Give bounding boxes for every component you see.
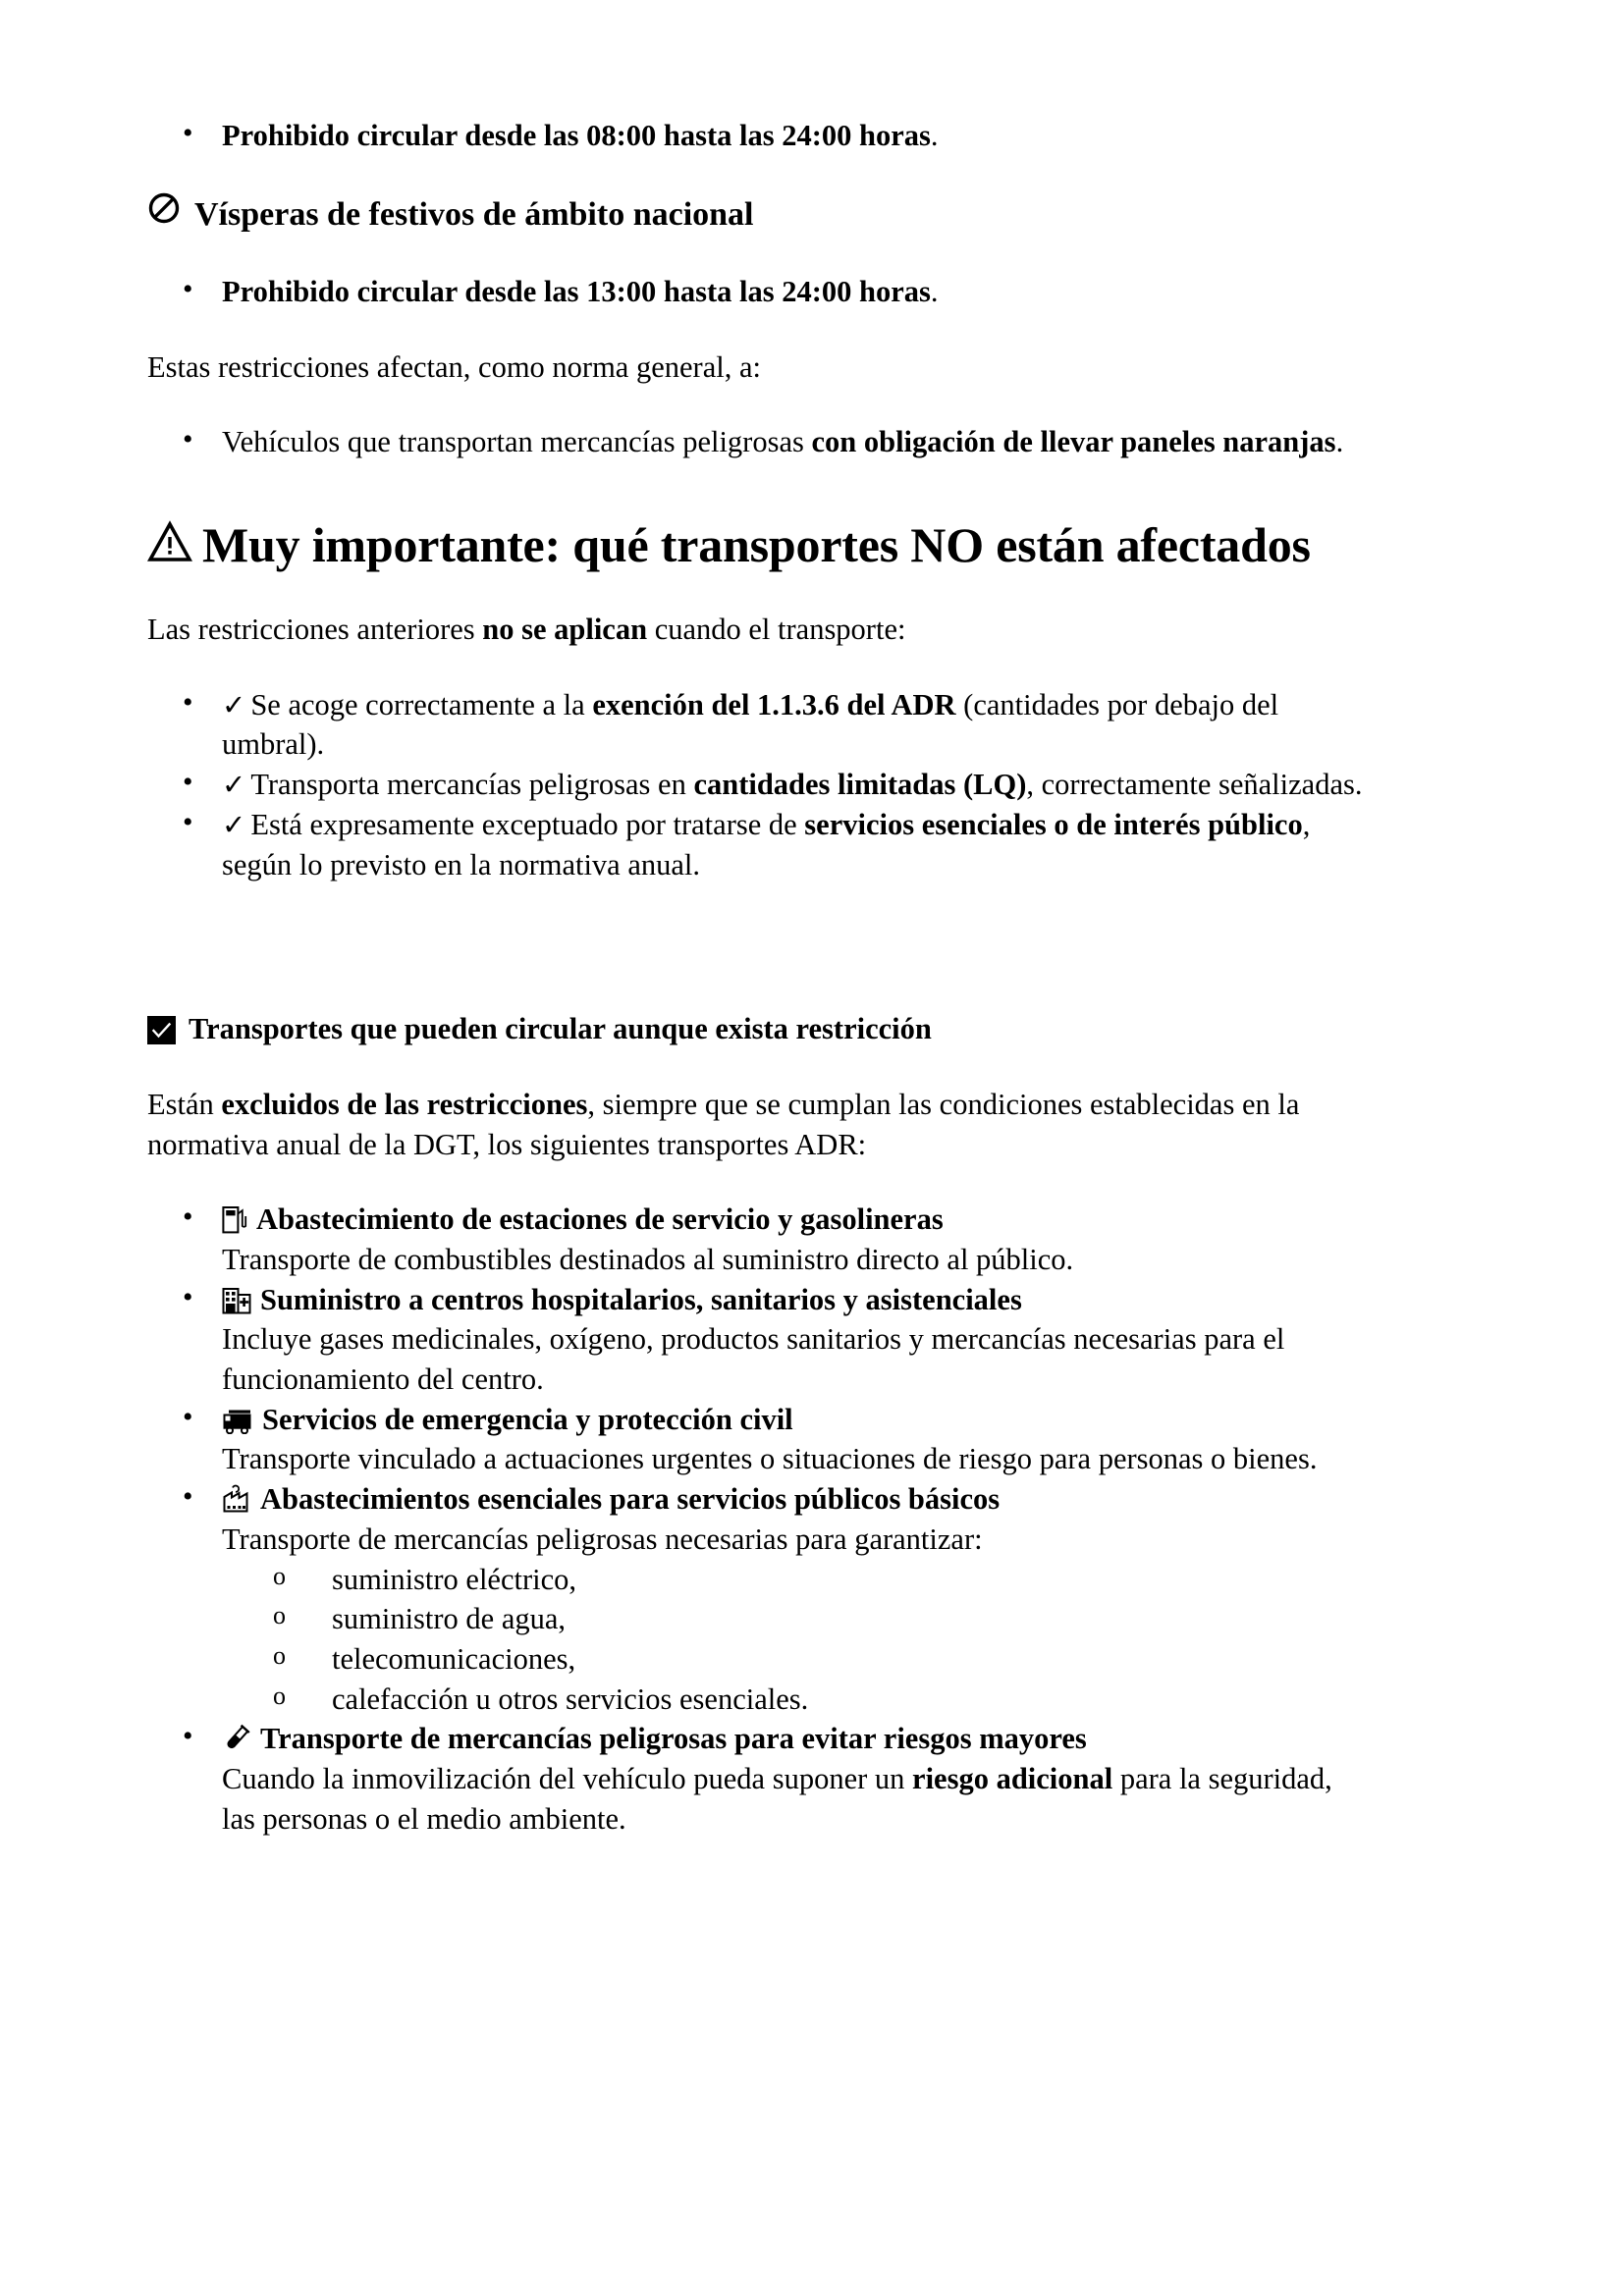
item-description-a: Cuando la inmovilización del vehículo pueda suponer un: [222, 1762, 913, 1796]
excluidos-heading-label: Transportes que pueden circular aunque exista restricción: [189, 1012, 932, 1046]
top-bullet-list: [147, 116, 1365, 156]
item-title: Servicios de emergencia y protección civil: [262, 1402, 793, 1436]
list-item: o calefacción u otros servicios esenciales.: [222, 1680, 1365, 1720]
vispera-heading-label: Vísperas de festivos de ámbito nacional: [194, 195, 754, 233]
item-plain-b: , correctamente señalizadas.: [1026, 768, 1363, 802]
item-description-b: para la seguridad, las personas o el medio ambiente.: [222, 1762, 1332, 1836]
item-plain-a: Está expresamente exceptuado por tratarse de: [250, 807, 805, 841]
factory-icon: [222, 1484, 251, 1514]
test-tube-icon: [222, 1724, 251, 1753]
list-item: [147, 765, 1365, 805]
top-bullet-tail: .: [930, 119, 939, 152]
muy-importante-heading-label: Muy importante: qué transportes NO están afectados: [202, 517, 1311, 572]
item-plain-b: (cantidades por debajo del umbral).: [222, 687, 1279, 762]
intro-plain-a: Las restricciones anteriores: [147, 613, 483, 646]
document-content: [147, 116, 1365, 1840]
list-item: [147, 685, 1365, 765]
item-plain-a: Transporta mercancías peligrosas en: [250, 768, 694, 802]
list-item: [147, 116, 1365, 156]
list-item: o telecomunicaciones,: [222, 1639, 1365, 1680]
item-description: [222, 1759, 1365, 1839]
list-item: o suministro eléctrico,: [222, 1560, 1365, 1600]
excluidos-intro-b: , siempre que se cumplan las condiciones establecidas en la normativa anual de la DGT, los siguientes transportes ADR:: [147, 1087, 1300, 1161]
check-mark-icon: ✓: [222, 807, 246, 841]
vispera-bullet-list: [147, 272, 1365, 312]
afectan-bullet-bold: con obligación de llevar paneles naranjas: [811, 425, 1336, 459]
excluidos-intro-a: Están: [147, 1087, 222, 1121]
fire-engine-icon: [222, 1407, 253, 1434]
excluidos-heading: [147, 1010, 1365, 1049]
afectan-bullet-tail: .: [1335, 425, 1344, 459]
intro-plain-b: cuando el transporte:: [647, 613, 906, 646]
item-description: Transporte de combustibles destinados al suministro directo al público.: [222, 1242, 1074, 1276]
warning-triangle-icon: [147, 520, 192, 563]
list-item: o suministro de agua,: [222, 1599, 1365, 1639]
intro-bold: no se aplican: [482, 613, 648, 646]
sublist-servicios-basicos: [222, 1560, 1365, 1720]
list-item: [147, 1400, 1365, 1479]
afectan-bullet-plain: Vehículos que transportan mercancías peligrosas: [222, 425, 812, 459]
item-bold: exención del 1.1.3.6 del ADR: [592, 687, 956, 721]
vispera-heading: [147, 191, 1365, 237]
list-item: [147, 1479, 1365, 1719]
item-description: Transporte de mercancías peligrosas necesarias para garantizar:: [222, 1522, 983, 1556]
item-title: Abastecimientos esenciales para servicios públicos básicos: [260, 1482, 1001, 1517]
list-item: [147, 1280, 1365, 1400]
checked-box-icon: [147, 1016, 176, 1044]
item-description-bold: riesgo adicional: [912, 1762, 1113, 1796]
item-title: Abastecimiento de estaciones de servicio y gasolineras: [256, 1202, 944, 1237]
item-bold: servicios esenciales o de interés público: [804, 807, 1303, 841]
item-description: Incluye gases medicinales, oxígeno, productos sanitarios y mercancías necesarias para el funcionamiento del centro.: [222, 1322, 1285, 1397]
prohibition-sign-icon: [147, 191, 181, 225]
item-title: Suministro a centros hospitalarios, sanitarios y asistenciales: [260, 1282, 1022, 1316]
list-item: [147, 272, 1365, 312]
list-item: [147, 1719, 1365, 1839]
list-item: [147, 422, 1365, 462]
excluidos-list: [147, 1200, 1365, 1839]
item-plain-b: , según lo previsto en la normativa anual.: [222, 807, 1311, 881]
check-mark-icon: ✓: [222, 768, 246, 802]
excluidos-intro: [147, 1085, 1365, 1164]
top-bullet-text: Prohibido circular desde las 08:00 hasta las 24:00 horas: [222, 119, 931, 152]
item-title: Transporte de mercancías peligrosas para evitar riesgos mayores: [260, 1722, 1087, 1756]
item-description: Transporte vinculado a actuaciones urgentes o situaciones de riesgo para personas o bienes.: [222, 1442, 1318, 1476]
list-item: [147, 805, 1365, 884]
hospital-icon: [222, 1285, 251, 1314]
item-plain-a: Se acoge correctamente a la: [250, 687, 593, 721]
afectan-bullet-list: [147, 422, 1365, 462]
check-mark-icon: ✓: [222, 687, 246, 721]
muy-importante-heading: [147, 515, 1365, 574]
item-bold: cantidades limitadas (LQ): [693, 768, 1027, 802]
afectan-intro: Estas restricciones afectan, como norma general, a:: [147, 349, 761, 384]
excluidos-intro-bold: excluidos de las restricciones: [221, 1087, 588, 1121]
muy-importante-intro: [147, 610, 1365, 650]
vispera-bullet-tail: .: [930, 274, 939, 308]
vispera-bullet-text: Prohibido circular desde las 13:00 hasta las 24:00 horas: [222, 274, 931, 308]
list-item: [147, 1200, 1365, 1279]
exenciones-list: [147, 685, 1365, 885]
fuel-pump-icon: [222, 1204, 247, 1234]
